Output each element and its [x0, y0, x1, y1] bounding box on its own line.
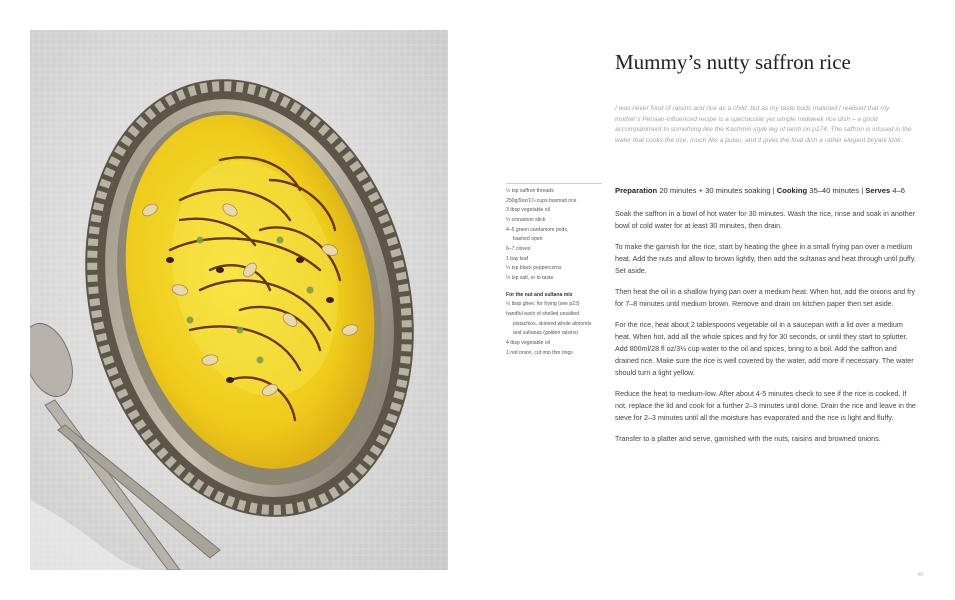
- cook-value: 35–40 minutes: [809, 186, 860, 195]
- ingredient-item: and sultanas (golden raisins): [513, 330, 579, 337]
- serves-label: Serves: [865, 186, 891, 195]
- ingredient-item: 4 tbsp vegetable oil: [506, 340, 550, 347]
- recipe-meta: [615, 186, 905, 195]
- recipe-photo: [30, 30, 448, 570]
- ingredient-item: 6–7 cloves: [506, 246, 531, 253]
- ingredient-item: ½ tsp salt, or to taste: [506, 275, 554, 282]
- recipe-title: Mummy’s nutty saffron rice: [615, 50, 851, 74]
- ingredient-item: ½ tbsp ghee, for frying (see p23): [506, 301, 580, 308]
- serves-value: 4–6: [892, 186, 906, 195]
- ingredient-item: 4–5 green cardamom pods,: [506, 226, 569, 233]
- ingredients-list: [506, 183, 602, 358]
- ingredient-item: 1 red onion, cut into thin rings: [506, 349, 573, 356]
- ingredient-item: ½ tsp black peppercorns: [506, 265, 562, 272]
- method-step: To make the garnish for the rice, start by heating the ghee in a small frying pan over a medium heat. Add the nuts and allow to brown lightly, then add the sultanas and heat through until puffy. Set aside.: [615, 243, 916, 276]
- prep-label: Preparation: [615, 186, 658, 195]
- ingredient-item: handful each of shelled unsalted: [506, 311, 580, 318]
- ingredient-item: ½ cinnamon stick: [506, 217, 546, 224]
- ingredient-item: ½ tsp saffron threads: [506, 188, 554, 194]
- ingredient-item: bashed open: [513, 236, 543, 243]
- ingredient-item: 1 bay leaf: [506, 255, 529, 262]
- method-step: Transfer to a platter and serve, garnished with the nuts, raisins and browned onions.: [615, 435, 881, 444]
- method-step: Then heat the oil in a shallow frying pan over a medium heat. When hot, add the onions and fry for 7–8 minutes until medium brown. Remove and drain on kitchen paper then set aside.: [615, 288, 916, 309]
- nut-mix-heading: For the nut and sultana mix: [506, 291, 573, 298]
- method-step: Reduce the heat to medium-low. After about 4-5 minutes check to see if the rice is cooked. If not, replace the lid and cook for a further 2–3 minutes until done. Drain the rice and leave in the sieve for 2–3 minutes until all the moisture has evaporated and the rice is light and fluffy.: [615, 390, 916, 423]
- cook-label: Cooking: [776, 186, 808, 195]
- ingredient-item: pistachios, skinned whole almonds: [513, 320, 592, 327]
- method-step: For the rice, heat about 2 tablespoons vegetable oil in a saucepan with a lid over a medium heat. When hot, add all the whole spices and fry for 30 seconds, or until they start to splutter. Add 800ml/28 fl oz/3⅓ cup water to the oil and spices, bring to a boil. Add the saffron and drained rice. Make sure the rice is well covered by the water, add more if necessary. The water should turn a light yellow.: [615, 321, 914, 378]
- ingredient-item: 250g/9oz/1¼ cups basmati rice: [506, 197, 577, 204]
- method-step: Soak the saffron in a bowl of hot water for 30 minutes. Wash the rice, rinse and soak in another bowl of cold water for at least 30 minutes, then drain.: [615, 210, 916, 231]
- prep-value: 20 minutes + 30 minutes soaking: [659, 186, 771, 195]
- method-steps: [615, 208, 918, 454]
- meta-separator: |: [770, 186, 777, 195]
- recipe-intro: I was never fond of raisins and rice as a child, but as my taste buds matured I realised that my mother’s Persian-influenced recipe is a spectacular yet simple midweek rice dish – a good accompaniment to something like the Kashmiri-style leg of lamb on p174. The saffron is infused in the water that cooks the rice, much like a pulao, and it gives the final dish a rather elegant biryani look.: [615, 105, 912, 145]
- page-number: 49: [917, 572, 924, 578]
- meta-separator: |: [859, 186, 866, 195]
- ingredient-item: 3 tbsp vegetable oil: [506, 207, 550, 214]
